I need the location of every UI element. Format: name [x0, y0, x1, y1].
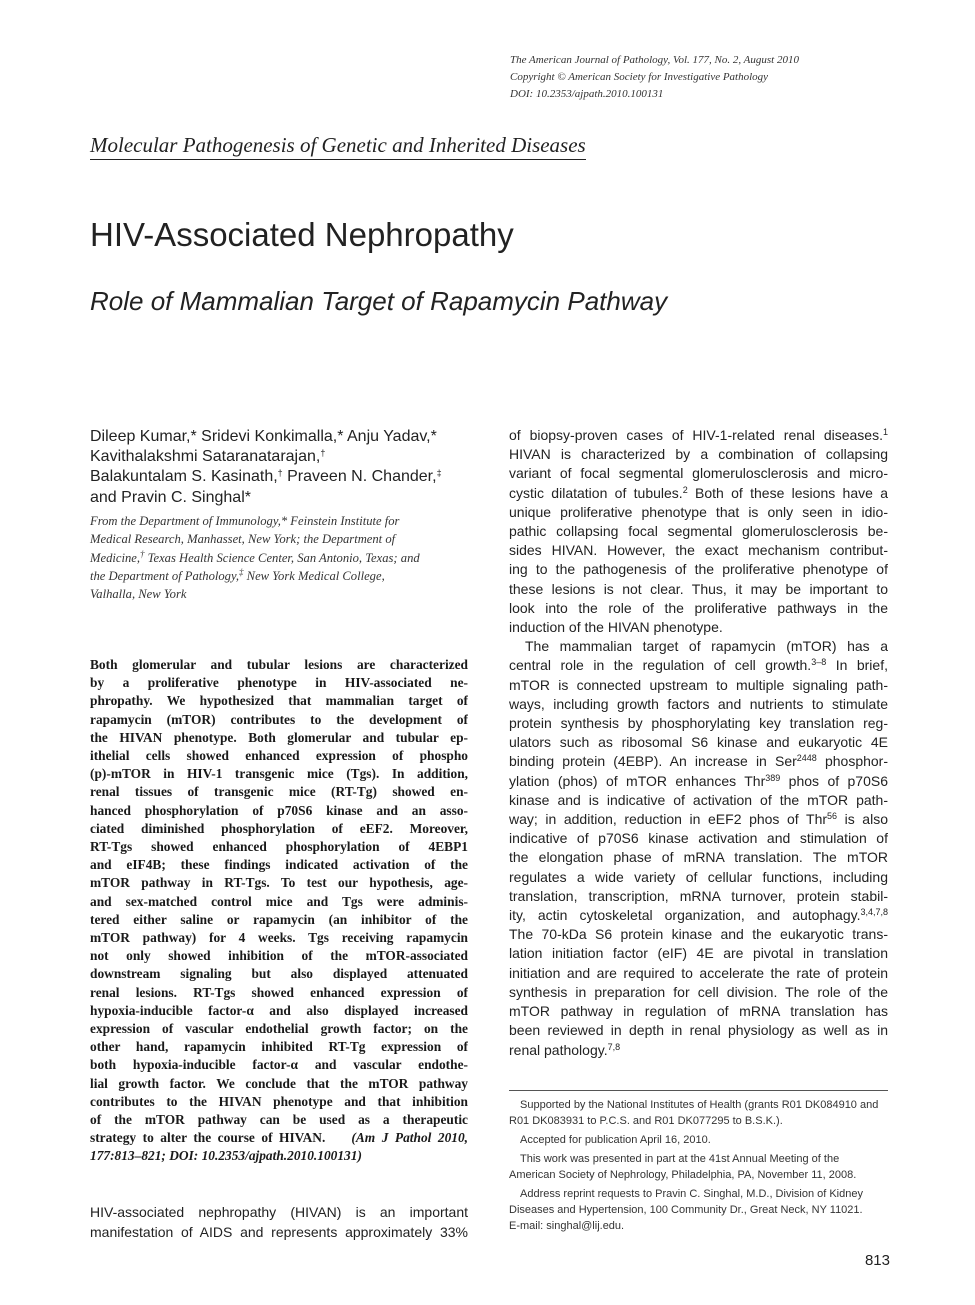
reference-superscript: 1 — [882, 427, 888, 437]
abstract-line: hanced phosphorylation of p70S6 kinase and an asso- — [90, 802, 468, 818]
paragraph — [509, 426, 888, 637]
author-line: and Pravin C. Singhal* — [90, 488, 251, 506]
text-line: these lesions is not clear. Thus, it may be important to — [509, 580, 888, 597]
reference-superscript: 3,4,7,8 — [860, 907, 888, 918]
contact-email: E-mail: singhal@lij.edu. — [509, 1219, 625, 1232]
journal-copyright: Copyright © American Society for Investigative Pathology — [510, 71, 769, 83]
text-line: sides HIVAN. However, the exact mechanism contribut- — [509, 542, 888, 559]
abstract-line: both hypoxia-inducible factor-α and vascular endothe- — [90, 1057, 468, 1073]
reference-superscript: 2448 — [796, 753, 817, 764]
article-title: HIV-Associated Nephropathy — [90, 216, 514, 253]
abstract-citation: (Am J Pathol 2010, — [351, 1130, 468, 1146]
text-line: translation, transcription, mRNA turnover, protein stabil- — [509, 887, 888, 904]
abstract-line: RT-Tgs showed enhanced phosphorylation of 4EBP1 — [90, 839, 468, 855]
text-line: renal pathology.$^{7,8}$ — [509, 1041, 621, 1058]
text-line: ity, actin cytoskeletal organization, and autophagy.$^{3,4,7,8}$ — [509, 907, 888, 924]
accepted-note: Accepted for publication April 16, 2010. — [520, 1133, 711, 1146]
text-line: kinase and is indicative of activation of the mTOR path- — [509, 791, 888, 808]
footnote-divider — [509, 1090, 888, 1091]
text-line: binding protein (4EBP). An increase in Ser$^{2448}$ phosphor- — [509, 753, 888, 770]
text-line: protein synthesis by phosphorylating key translation reg- — [509, 715, 888, 732]
reference-superscript: 3–8 — [811, 657, 827, 668]
text-line: HIVAN is characterized by a combination of collapsing — [509, 446, 888, 463]
funding-note: Supported by the National Institutes of Health (grants R01 DK084910 and — [520, 1099, 879, 1111]
paragraph — [509, 637, 888, 1059]
reference-superscript: 2 — [682, 484, 688, 495]
abstract-line: other hand, rapamycin inhibited RT-Tg expression of — [90, 1039, 468, 1055]
abstract-line: renal lesions. RT-Tgs showed enhanced expression of — [90, 984, 468, 1000]
text-line: way; in addition, reduction in eEF2 phos of Thr$^{56}$ is also — [509, 811, 888, 828]
reference-superscript: 56 — [827, 811, 838, 822]
abstract-line: Both glomerular and tubular lesions are characterized — [90, 657, 468, 672]
author-line: Kavithalakshmi Sataranatarajan,† — [90, 448, 326, 466]
abstract-line: expression of vascular endothelial growth factor; on the — [90, 1021, 468, 1037]
text-line: the elongation phase of mRNA translation. The mTOR — [509, 849, 888, 866]
article-subtitle: Role of Mammalian Target of Rapamycin Pathway — [90, 286, 668, 316]
journal-doi: DOI: 10.2353/ajpath.2010.100131 — [510, 88, 664, 100]
reference-superscript: 389 — [765, 772, 781, 783]
text-line: of biopsy-proven cases of HIV-1-related renal diseases.$^1$ — [509, 427, 888, 443]
text-line: lation initiation factor (eIF) 4E are pivotal in translation — [509, 945, 888, 962]
text-line: induction of the HIVAN phenotype. — [509, 619, 723, 636]
abstract-line: the HIVAN phenotype. Both glomerular and tubular ep- — [90, 729, 468, 745]
abstract-line: phropathy. We hypothesized that mammalian target of — [90, 693, 468, 709]
abstract-line: ciated diminished phosphorylation of eEF2. Moreover, — [90, 820, 468, 836]
abstract-line: and eIF4B; these findings indicated activation of the — [90, 857, 468, 873]
abstract-line: lial growth factor. We conclude that the mTOR pathway — [90, 1075, 468, 1091]
text-line: The 70-kDa S6 protein kinase and the eukaryotic trans- — [509, 926, 888, 943]
abstract-line: and sex-matched control mice and Tgs were adminis- — [90, 893, 468, 909]
abstract-line: downstream signaling but also displayed attenuated — [90, 966, 468, 982]
reprint-note: Address reprint requests to Pravin C. Singhal, M.D., Division of Kidney — [520, 1187, 863, 1200]
abstract-line: mTOR pathway in RT-Tgs. To test our hypothesis, age- — [90, 875, 468, 891]
abstract-line: ithelial cells showed enhanced expression of phospho — [90, 748, 468, 764]
text-line: central role in the regulation of cell growth.$^{3-8}$ In brief, — [509, 657, 888, 674]
text-line: indicative of p70S6 kinase activation and stimulation of — [509, 830, 888, 847]
text-line: cystic dilatation of tubules.$^2$ Both of these lesions have a — [509, 484, 888, 501]
body-text-right-column — [509, 426, 888, 1060]
abstract-line: renal tissues of transgenic mice (RT-Tg) showed en- — [90, 784, 468, 800]
abstract-line: tered either saline or rapamycin (an inhibitor of the — [90, 911, 468, 927]
journal-header — [510, 52, 950, 103]
abstract-line: by a proliferative phenotype in HIV-associated ne- — [90, 675, 468, 691]
text-line: mTOR is connected upstream to multiple signaling path- — [509, 676, 888, 693]
text-line: variant of focal segmental glomerulosclerosis and micro- — [509, 465, 888, 482]
abstract — [90, 656, 468, 1166]
text-line: initiation and are required to accelerate the rate of protein — [509, 964, 888, 981]
abstract-citation: 177:813–821; DOI: 10.2353/ajpath.2010.100131) — [90, 1148, 362, 1164]
text-line: unique proliferative phenotype that is only seen in idio- — [509, 503, 888, 520]
abstract-line: rapamycin (mTOR) contributes to the development of — [90, 711, 468, 727]
author-line: Dileep Kumar,* Sridevi Konkimalla,* Anju Yadav,* — [90, 428, 437, 445]
abstract-line: hypoxia-inducible factor-α and also displayed increased — [90, 1002, 468, 1018]
affiliations: From the Department of Immunology,* Feinstein Institute for Medical Research, Manhasset, New York; the Department of Medicine,† Texas Health Science Center, San Antonio, Texas; and the Department of Pathology,‡ New York Medical College, Valhalla, New York — [90, 514, 420, 602]
text-line: regulates a wide variety of cellular functions, including — [509, 868, 888, 885]
abstract-line: (p)-mTOR in HIV-1 transgenic mice (Tgs). In addition, — [90, 766, 468, 782]
introduction-start: HIV-associated nephropathy (HIVAN) is an important manifestation of AIDS and represents approximately 33% — [90, 1204, 468, 1240]
page-number: 813 — [864, 1252, 890, 1269]
abstract-line: of the mTOR pathway can be used as a therapeutic — [90, 1112, 468, 1128]
abstract-line: mTOR pathway) for 4 weeks. Tgs receiving rapamycin — [90, 930, 468, 946]
reference-superscript: 7,8 — [607, 1041, 621, 1052]
abstract-line: not only showed inhibition of the mTOR-associated — [90, 948, 468, 964]
text-line: look into the role of the proliferative pathways in the — [509, 599, 888, 616]
author-list — [90, 427, 490, 508]
text-line: The mammalian target of rapamycin (mTOR) has a — [525, 638, 888, 655]
abstract-line: strategy to alter the course of HIVAN. (Am J Pathol 2010, — [90, 1130, 468, 1146]
text-line: ulators such as ribosomal S6 kinase and eukaryotic 4E — [509, 734, 888, 751]
section-heading: Molecular Pathogenesis of Genetic and Inherited Diseases — [90, 131, 586, 160]
text-line: synthesis in preparation for cell division. The role of the — [509, 983, 888, 1000]
text-line: ways, including growth factors and nutrients to stimulate — [509, 695, 888, 712]
abstract-line: contributes to the HIVAN phenotype and that inhibition — [90, 1093, 468, 1109]
text-line: been reviewed in depth in renal physiology as well as in — [509, 1022, 888, 1039]
text-line: mTOR pathway in regulation of mRNA translation has — [509, 1003, 888, 1020]
presented-note: This work was presented in part at the 41st Annual Meeting of the — [520, 1152, 840, 1165]
footnotes: Supported by the National Institutes of Health (grants R01 DK084910 and R01 DK083931 to P.C.S. and R01 DK077295 to B.S.K.). Accepted for publication April 16, 2010. This work was presented in part at the 41st Annual Meeting of the American Society of Nephrology, Philadelphia, PA, November 11, 2008. Address reprint requests to Pravin C. Singhal, M.D., Division of Kidney Diseases and Hypertension, 100 Community Dr., Great Neck, NY 11021. E-mail: singhal@lij.edu. — [509, 1097, 888, 1234]
text-line: ylation (phos) of mTOR enhances Thr$^{389}$ phos of p70S6 — [509, 772, 888, 789]
text-line: pathic collapsing focal segmental glomerulosclerosis be- — [509, 523, 888, 540]
author-line: Balakuntalam S. Kasinath,† Praveen N. Chander,‡ — [90, 468, 442, 486]
text-line: ing to the pathogenesis of the proliferative phenotype of — [509, 561, 888, 578]
journal-citation: The American Journal of Pathology, Vol. 177, No. 2, August 2010 — [510, 54, 799, 66]
